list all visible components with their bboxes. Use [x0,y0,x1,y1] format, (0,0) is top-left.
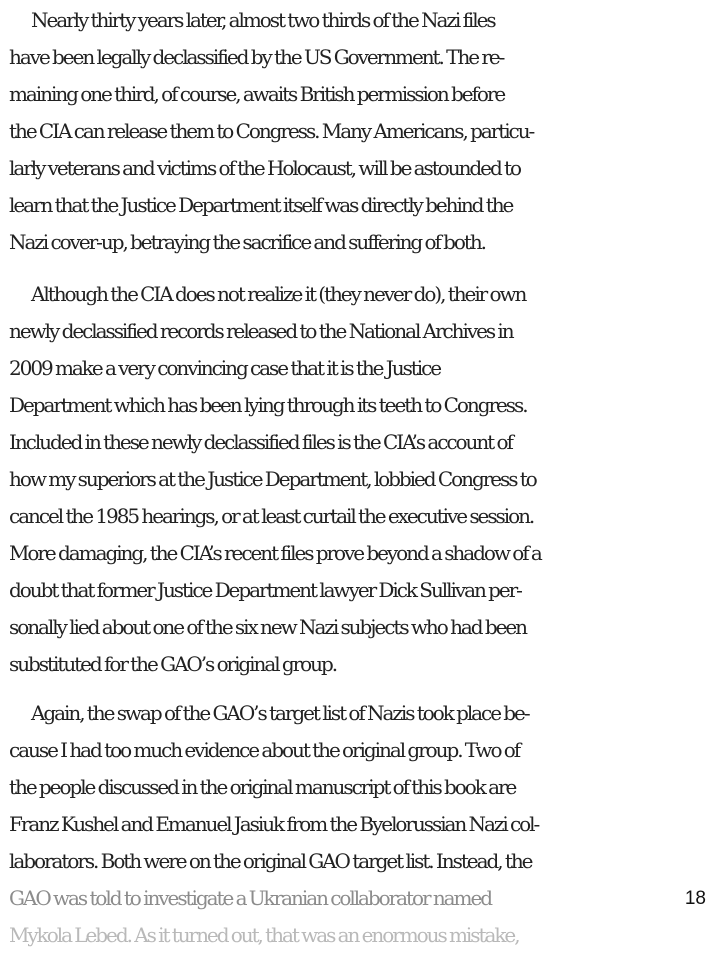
text-line: the people discussed in the original manuscript of this book are [9,775,516,799]
text-line: Department which has been lying through its teeth to Congress. [9,393,527,417]
text-line: how my superiors at the Justice Department, lobbied Congress to [9,467,536,491]
paragraph [9,2,719,261]
text-line: sonally lied about one of the six new Nazi subjects who had been [9,615,526,639]
text-line: the CIA can release them to Congress. Many Americans, particu- [9,119,534,143]
text-line: Nazi cover-up, betraying the sacrifice and suffering of both. [9,230,485,254]
text-line: maining one third, of course, awaits British permission before [9,82,505,106]
text-line: learn that the Justice Department itself was directly behind the [9,193,513,217]
text-line: cancel the 1985 hearings, or at least curtail the executive session. [9,504,534,528]
text-line: Included in these newly declassified files is the CIA’s account of [9,430,512,454]
paragraph [9,695,719,954]
text-line: laborators. Both were on the original GAO target list. Instead, the [9,849,532,873]
text-line: 2009 make a very convincing case that it is the Justice [9,356,441,380]
text-line: newly declassified records released to the National Archives in [9,319,513,343]
text-line: More damaging, the CIA’s recent files prove beyond a shadow of a [9,541,541,565]
text-line: larly veterans and victims of the Holocaust, will be astounded to [9,156,520,180]
text-line: have been legally declassified by the US Government. The re- [9,45,504,69]
text-line: Franz Kushel and Emanuel Jasiuk from the Byelorussian Nazi col- [9,812,539,836]
text-line: cause I had too much evidence about the original group. Two of [9,738,520,762]
text-line: Mykola Lebed. As it turned out, that was an enormous mistake, [9,923,519,947]
text-line: GAO was told to investigate a Ukranian collaborator named [9,886,491,910]
text-line: Again, the swap of the GAO’s target list of Nazis took place be- [31,701,529,725]
text-line: Although the CIA does not realize it (they never do), their own [31,282,526,306]
text-line: Nearly thirty years later, almost two thirds of the Nazi files [31,8,495,32]
page-number: 18 [684,888,706,909]
text-line: doubt that former Justice Department lawyer Dick Sullivan per- [9,578,521,602]
paragraph [9,276,719,683]
text-line: substituted for the GAO’s original group. [9,652,337,676]
